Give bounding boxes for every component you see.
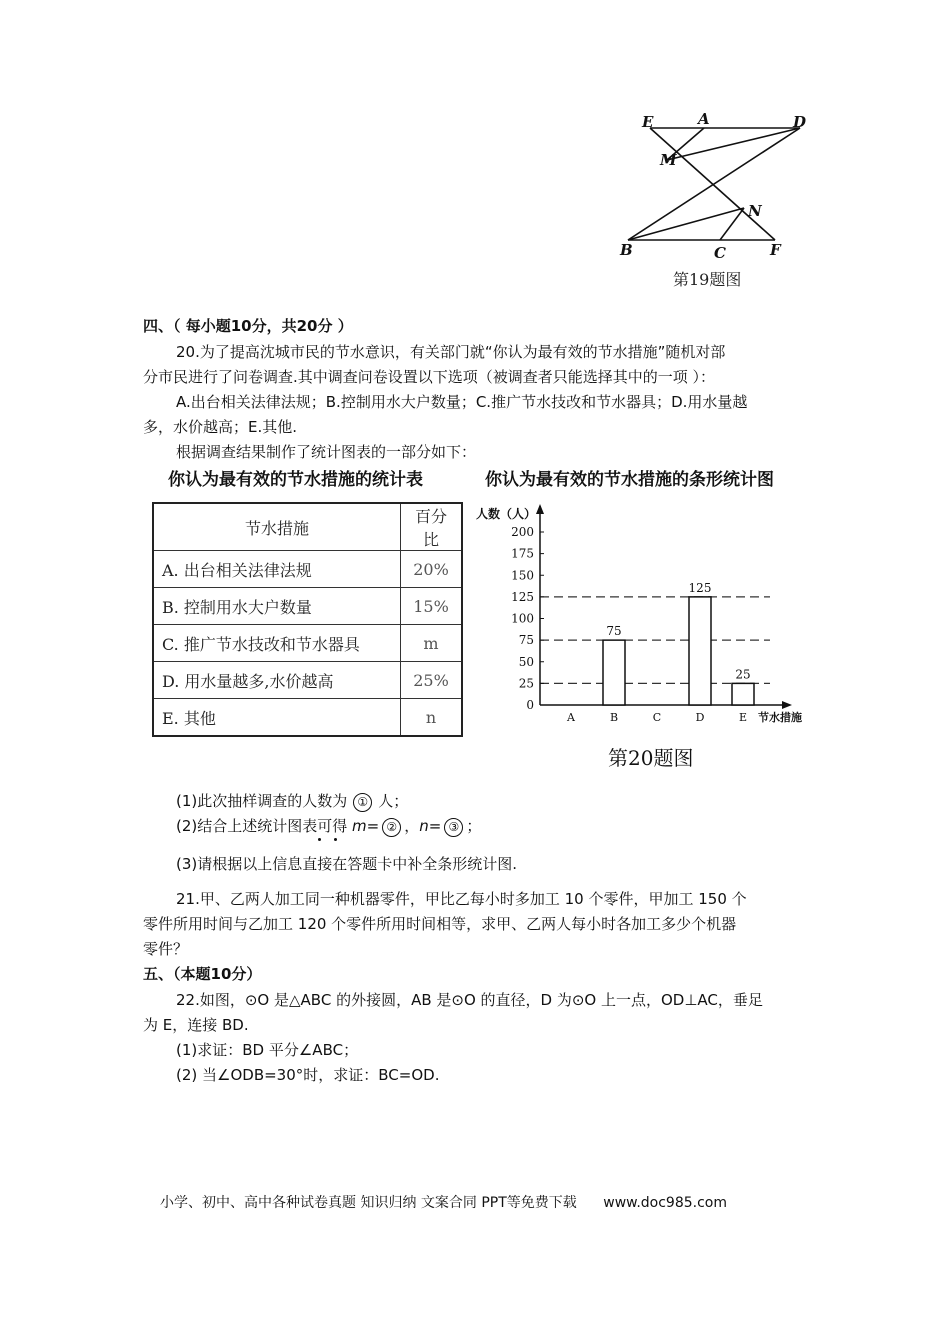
y-tick-label: 0 [526,698,534,712]
table-header-percent: 百分比 [401,503,463,551]
bar [603,640,625,705]
q22-line-2: 为 E，连接 BD. [143,1016,249,1034]
footer-url: www.doc985.com [603,1195,727,1211]
eq-sign-2: = [428,817,442,835]
label-C: C [714,244,726,262]
answer-blank-2 [379,817,404,835]
bar [689,597,711,705]
x-tick-label: D [695,711,705,724]
semicolon: ； [466,817,482,835]
x-axis-arrow [782,701,792,709]
q22-sub-2: (2) 当∠ODB=30°时，求证：BC=OD. [176,1066,440,1084]
var-n: n [419,817,429,835]
figure-19 [610,105,820,295]
table-header-measure: 节水措施 [153,503,401,551]
y-tick-label: 150 [511,568,534,583]
answer-mark-3: ③ [444,818,463,837]
footer [160,1192,727,1212]
label-B: B [620,241,633,259]
x-tick-label: B [609,711,619,724]
q20-sub2-pre: (2)结合上述统计图表可得 [176,817,353,835]
data-label: 125 [688,580,712,595]
y-axis-title: 人数（人） [476,507,537,521]
bar-chart [470,500,815,730]
y-tick-label: 25 [518,676,534,691]
answer-mark-1: ① [353,793,372,812]
q22-sub-1: (1)求证：BD 平分∠ABC； [176,1041,359,1059]
table-cell-item: C. 推广节水技改和节水器具 [153,625,401,662]
q20-line-5: 根据调查结果制作了统计图表的一部分如下： [176,443,477,461]
q20-line-1: 20.为了提高沈城市民的节水意识，有关部门就“你认为最有效的节水措施”随机对部 [176,343,726,361]
q20-sub-1 [176,790,408,812]
y-axis-arrow [536,504,544,514]
y-tick-label: 200 [511,525,534,539]
answer-mark-2: ② [382,818,401,837]
y-tick-label: 125 [511,589,534,604]
stat-table [152,502,463,737]
q22-line-1: 22.如图，⊙O 是△ABC 的外接圆，AB 是⊙O 的直径，D 为⊙O 上一点，OD⊥AC，垂足 [176,991,763,1009]
var-m: m [352,817,367,835]
label-M: M [660,151,677,169]
label-D: D [793,113,807,131]
table-cell-item: E. 其他 [153,699,401,737]
x-tick-label: E [738,711,748,724]
eq-sign-1: = [366,817,380,835]
q20-sub1-pre: (1)此次抽样调查的人数为 [176,792,348,810]
table-row [153,551,462,588]
table-cell-item: D. 用水量越多,水价越高 [153,662,401,699]
figure-20-caption: 第20题图 [608,746,694,770]
y-tick-label: 175 [511,546,534,561]
section-5-title: 五、（本题10分） [143,965,262,983]
answer-blank-3 [441,817,466,835]
figure-19-caption: 第19题图 [673,270,742,289]
table-header-row [153,503,462,551]
answer-blank-1 [347,792,378,810]
q20-sub-2 [176,815,481,837]
table-cell-item: A. 出台相关法律法规 [153,551,401,588]
q20-line-4: 多，水价越高；E.其他. [143,418,298,436]
label-N: N [748,202,762,220]
data-label: 75 [606,624,622,639]
bar [732,683,754,705]
comma: ， [404,817,420,835]
section-4-title: 四、（ 每小题10分，共20分 ） [143,317,353,335]
label-F: F [770,241,781,259]
x-tick-label: C [652,711,662,724]
label-E: E [642,113,654,131]
data-label: 25 [735,667,751,682]
table-cell-item: B. 控制用水大户数量 [153,588,401,625]
y-tick-label: 50 [518,654,534,669]
y-tick-label: 100 [511,611,534,626]
table-row [153,588,462,625]
table-cell-percent: 25% [401,662,463,699]
table-row [153,699,462,737]
table-cell-percent: 20% [401,551,463,588]
emphasis-dot [318,838,321,841]
y-tick-label: 75 [518,633,534,648]
table-cell-percent: n [401,699,463,737]
table-row [153,662,462,699]
q20-sub1-post: 人； [378,792,409,810]
q20-sub-3: (3)请根据以上信息直接在答题卡中补全条形统计图. [176,855,518,873]
table-row [153,625,462,662]
x-axis-title: 节水措施 [758,711,802,724]
q20-line-2: 分市民进行了问卷调查.其中调查问卷设置以下选项（被调查者只能选择其中的一项 ）： [143,368,716,386]
footer-text: 小学、初中、高中各种试卷真题 知识归纳 文案合同 PPT等免费下载 [160,1195,577,1211]
q21-line-3: 零件？ [143,940,189,958]
label-A: A [698,110,710,128]
emphasis-dot [334,838,337,841]
bar-chart-title: 你认为最有效的节水措施的条形统计图 [485,470,774,490]
table-cell-percent: 15% [401,588,463,625]
q20-line-3: A.出台相关法律法规；B.控制用水大户数量；C.推广节水技改和节水器具；D.用水量越 [176,393,748,411]
table-cell-percent: m [401,625,463,662]
q21-line-1: 21.甲、乙两人加工同一种机器零件，甲比乙每小时多加工 10 个零件，甲加工 150 个 [176,890,747,908]
x-tick-label: A [567,711,575,724]
stat-table-title: 你认为最有效的节水措施的统计表 [168,470,423,490]
q21-line-2: 零件所用时间与乙加工 120 个零件所用时间相等，求甲、乙两人每小时各加工多少个机器 [143,915,737,933]
